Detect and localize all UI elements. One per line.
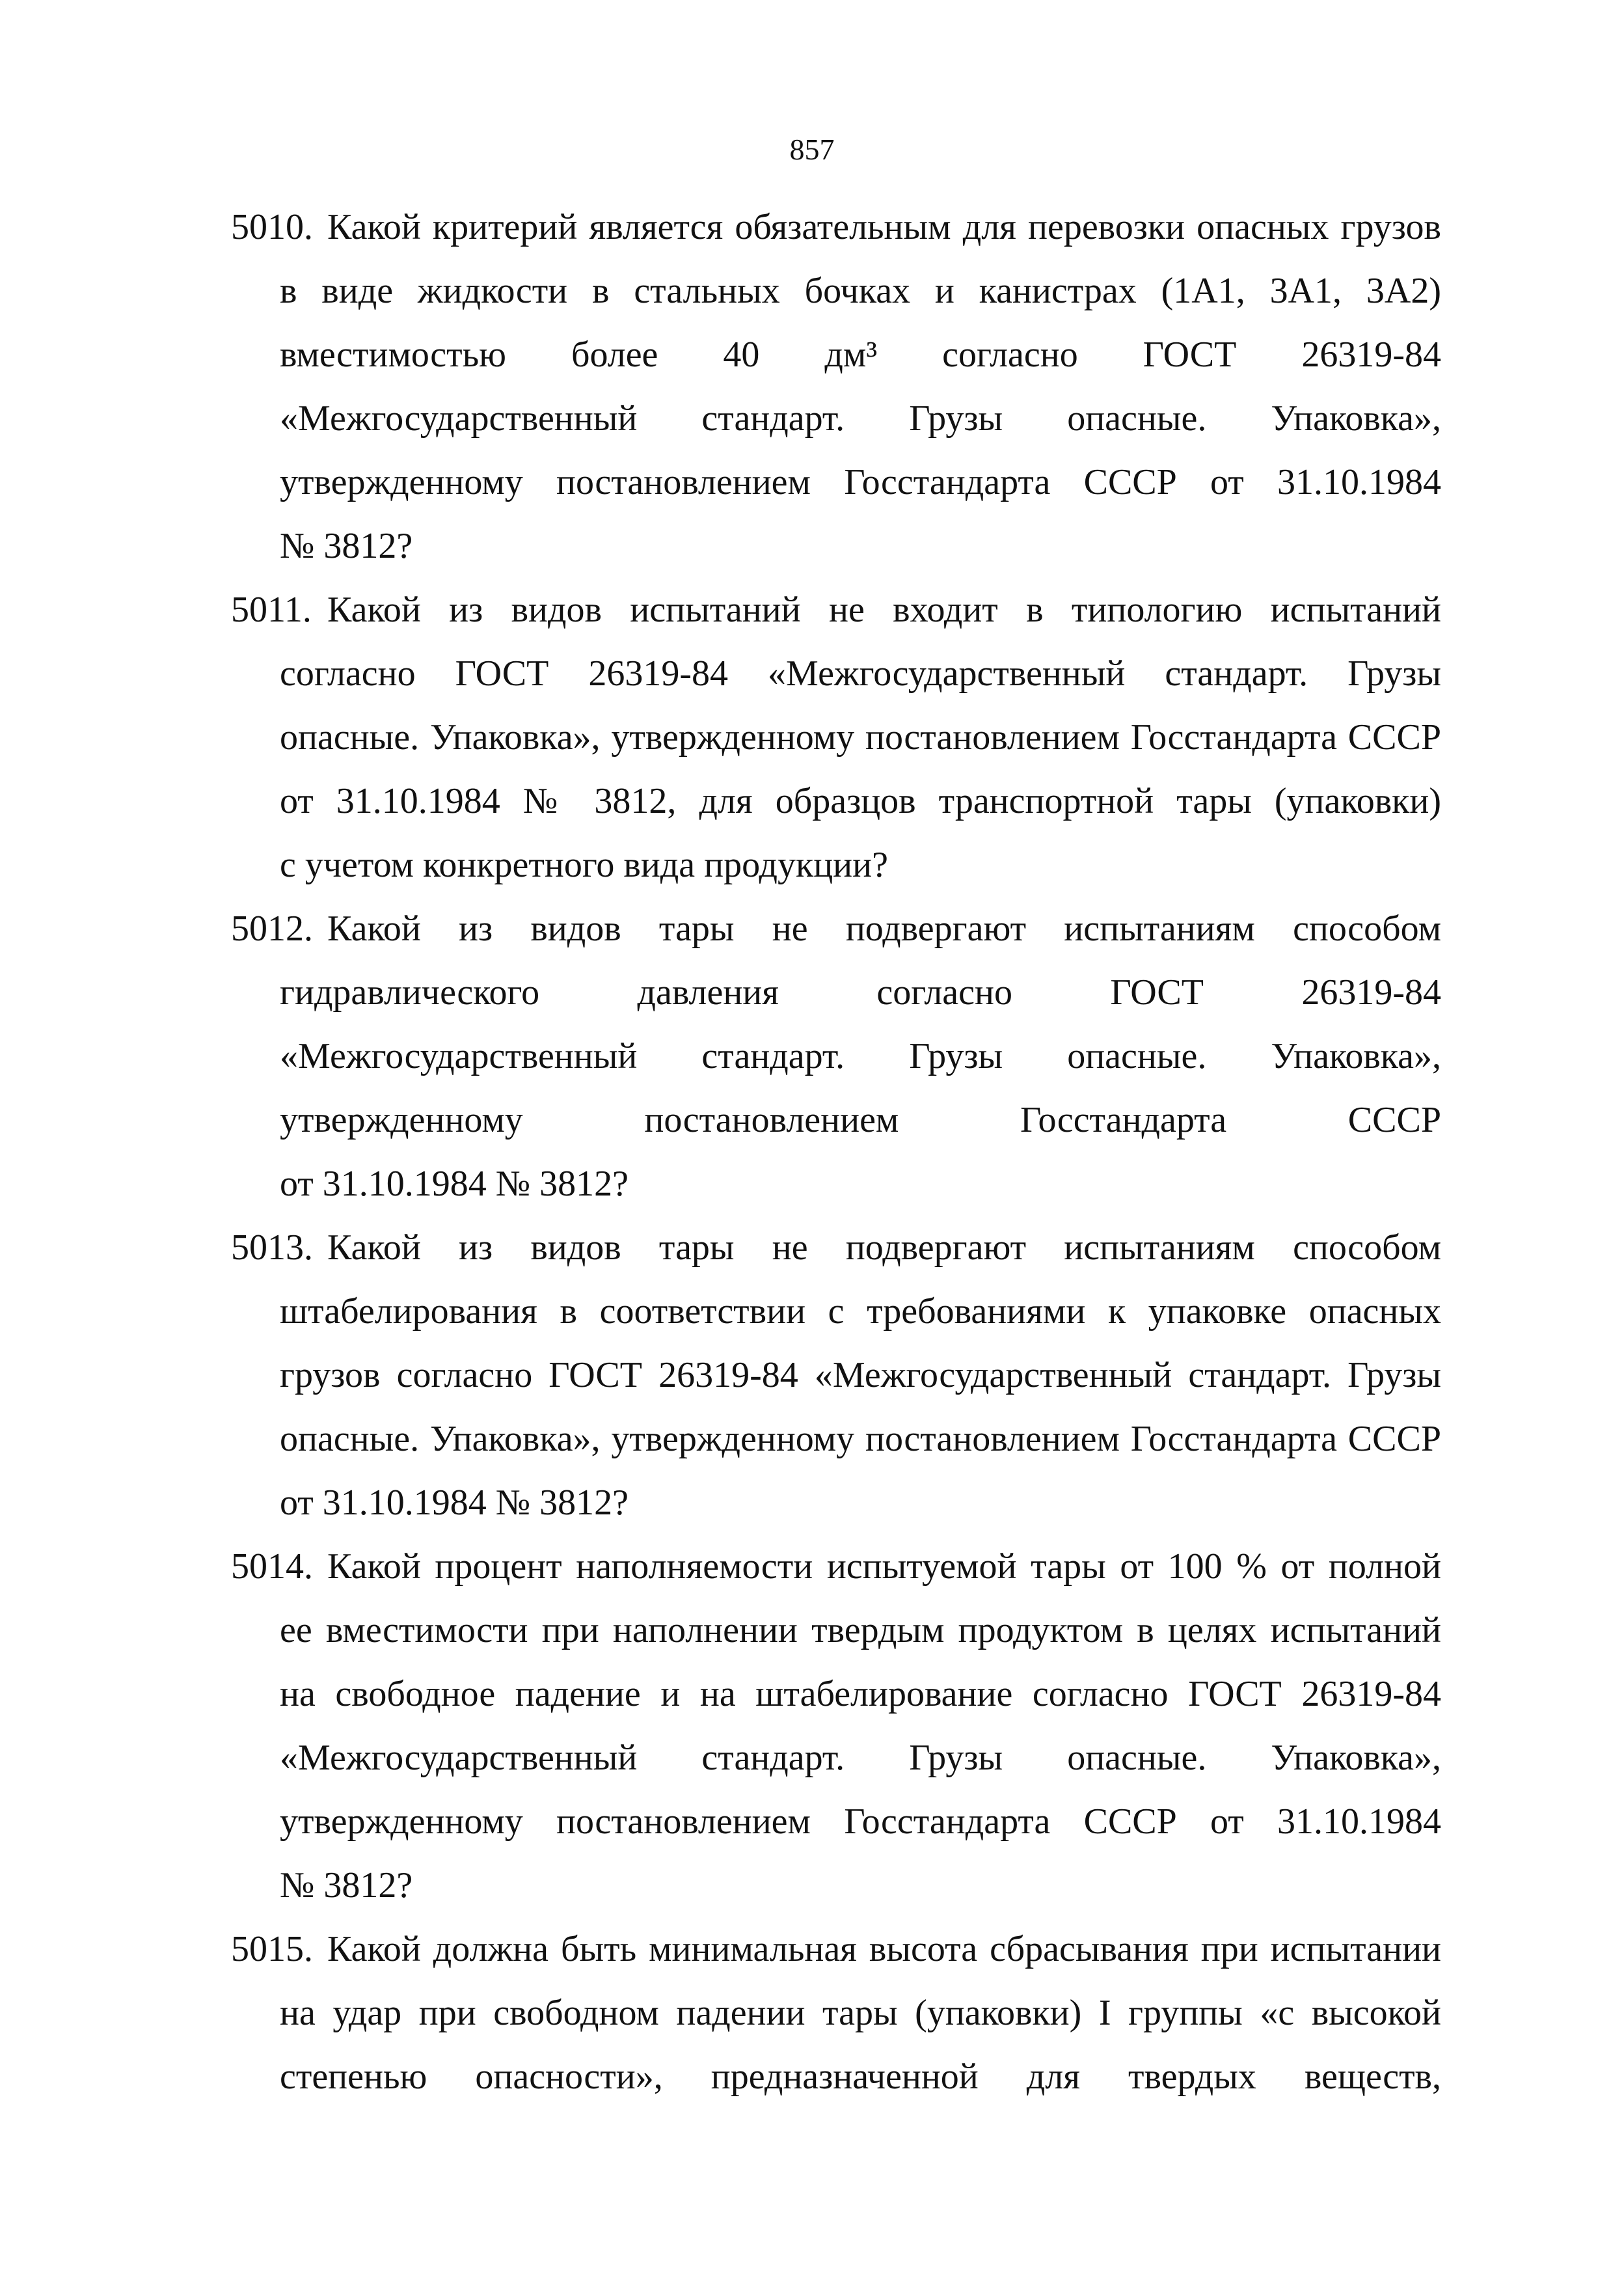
question-text-line: от 31.10.1984 № 3812? [280,1164,629,1204]
question-number: 5011. [231,590,312,630]
question-text-line: утвержденному постановлением Госстандарта СССР от 31.10.1984 [280,462,1441,502]
question-text-line: «Межгосударственный стандарт. Грузы опасные. Упаковка», [280,1738,1441,1778]
question-text-line: с учетом конкретного вида продукции? [280,845,888,885]
question-text-line: на свободное падение и на штабелирование согласно ГОСТ 26319-84 [280,1674,1441,1714]
question-text-line: степенью опасности», предназначенной для твердых веществ, [280,2057,1441,2097]
question-text-line: ее вместимости при наполнении твердым продуктом в целях испытаний [280,1610,1441,1650]
question-text-line: согласно ГОСТ 26319-84 «Межгосударственный стандарт. Грузы [280,653,1441,694]
question-5012 [231,897,1441,1216]
question-text-line: штабелирования в соответствии с требованиями к упаковке опасных [280,1291,1441,1332]
question-text-line: гидравлического давления согласно ГОСТ 26319-84 [280,972,1441,1013]
question-text-line: от 31.10.1984 № 3812, для образцов транспортной тары (упаковки) [280,781,1441,821]
question-text-line: Какой должна быть минимальная высота сбрасывания при испытании [327,1929,1441,1969]
question-text-line: на удар при свободном падении тары (упаковки) I группы «с высокой [280,1993,1441,2033]
question-text-line: № 3812? [280,526,413,566]
question-text-line: № 3812? [280,1865,413,1906]
question-text-line: «Межгосударственный стандарт. Грузы опасные. Упаковка», [280,398,1441,439]
question-number: 5012. [231,909,313,949]
question-number: 5013. [231,1227,313,1268]
question-text-line: Какой критерий является обязательным для перевозки опасных грузов [327,207,1441,247]
question-text-line: Какой процент наполняемости испытуемой тары от 100 % от полной [327,1546,1441,1587]
question-list [231,195,1441,2109]
question-text-line: Какой из видов тары не подвергают испытаниям способом [327,909,1441,949]
question-text-line: в виде жидкости в стальных бочках и канистрах (1А1, 3А1, 3А2) [280,271,1441,311]
question-5015 [231,1917,1441,2109]
question-5013 [231,1216,1441,1535]
question-number: 5015. [231,1929,313,1969]
question-number: 5014. [231,1546,313,1587]
question-text-line: от 31.10.1984 № 3812? [280,1483,629,1523]
question-text-line: опасные. Упаковка», утвержденному постановлением Госстандарта СССР [280,1419,1441,1459]
question-5011 [231,578,1441,897]
question-text-line: утвержденному постановлением Госстандарта СССР [280,1100,1441,1140]
question-text-line: утвержденному постановлением Госстандарта СССР от 31.10.1984 [280,1801,1441,1842]
question-5010 [231,195,1441,578]
question-text-line: грузов согласно ГОСТ 26319-84 «Межгосударственный стандарт. Грузы [280,1355,1441,1395]
page-number: 857 [789,133,835,166]
question-number: 5010. [231,207,313,247]
question-text-line: Какой из видов тары не подвергают испытаниям способом [327,1227,1441,1268]
question-text-line: Какой из видов испытаний не входит в типологию испытаний [327,590,1441,630]
question-5014 [231,1535,1441,1917]
question-text-line: вместимостью более 40 дм³ согласно ГОСТ 26319-84 [280,335,1441,375]
question-text-line: «Межгосударственный стандарт. Грузы опасные. Упаковка», [280,1036,1441,1076]
question-text-line: опасные. Упаковка», утвержденному постановлением Госстандарта СССР [280,717,1441,758]
